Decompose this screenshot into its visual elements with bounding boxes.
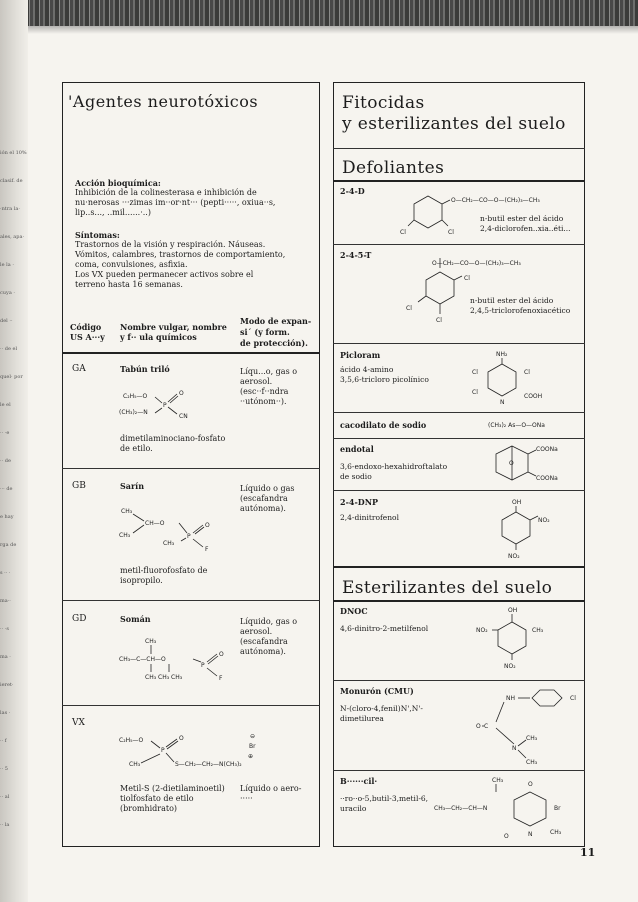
col-modo-0: Modo de expan- xyxy=(240,316,312,326)
table-header-rule xyxy=(62,352,320,354)
gd-chem-bottom: CH₃ CH₃ CH₃ xyxy=(145,674,183,681)
gd-code: GD xyxy=(72,614,87,624)
rule-dnoc-monuron xyxy=(333,680,585,681)
chem-picloram-cl1: Cl xyxy=(472,369,478,376)
item-monuron-desc-0: N-(cloro-4,fenil)N',N'- xyxy=(340,704,423,713)
ga-chem-o: O xyxy=(179,390,184,397)
sintomas-heading: Síntomas: xyxy=(75,230,120,240)
item-cacodilato-label: cacodilato de sodio xyxy=(340,420,427,430)
margin-fragment: ·· de el xyxy=(0,346,18,352)
chem-2-4-d-chain: O—CH₂—CO—O—(CH₂)₃—CH₃ xyxy=(451,197,540,204)
margin-fragment: ·ntra la· xyxy=(0,206,20,212)
item-monuron-label: Monurón (CMU) xyxy=(340,686,414,696)
chem-bromacil-n: N xyxy=(528,831,533,838)
structure-bromacil xyxy=(430,774,585,844)
rule-monuron-bromacil xyxy=(333,770,585,771)
vx-chem-1: C₂H₅—O xyxy=(119,737,144,744)
chem-bromacil-br: Br xyxy=(554,805,561,812)
chem-2-4-5-t-cl2: Cl xyxy=(406,305,412,312)
chem-picloram-cooh: COOH xyxy=(524,393,543,400)
gd-chem-o: O xyxy=(219,651,224,658)
vx-mode-0: Líquido o aero- xyxy=(240,784,302,793)
chem-endotal-coona2: COONa xyxy=(536,475,558,482)
margin-fragment: ales, apa· xyxy=(0,234,25,240)
col-modo-1: si´ (y form. xyxy=(240,327,290,337)
rule-esterilizantes-top xyxy=(333,566,585,568)
margin-fragment: cuya · xyxy=(0,290,16,296)
vx-code: VX xyxy=(72,718,85,728)
item-picloram-desc-0: ácido 4-amino xyxy=(340,365,394,374)
ring-dnoc xyxy=(498,622,526,654)
ga-mode-2: (esc··f··ndra xyxy=(240,387,289,396)
esterilizantes-heading: Esterilizantes del suelo xyxy=(342,578,553,598)
gb-mode-1: (escafandra xyxy=(240,494,288,503)
scan-top-shadow xyxy=(0,26,638,34)
accion-line-2: lip..s..., ..mil......·..) xyxy=(75,208,151,217)
chem-dnoc-ch3: CH₃ xyxy=(532,627,544,634)
left-title: 'Agentes neurotóxicos xyxy=(68,92,259,111)
gb-chem-ch3c: CH₃ xyxy=(163,540,175,547)
col-nombre-1: y f·· ula químicos xyxy=(120,332,197,342)
item-endotal-label: endotal xyxy=(340,444,374,454)
structure-dnoc xyxy=(476,604,576,676)
ga-desc-0: dimetilaminociano-fosfato xyxy=(120,434,226,443)
gb-chem-f: F xyxy=(205,546,209,553)
chem-picloram-cl2: Cl xyxy=(524,369,530,376)
chem-2-4-d-cl1: Cl xyxy=(400,229,406,236)
chem-2-4-dnp-no2a: NO₂ xyxy=(538,517,550,524)
gd-mode-3: autónoma). xyxy=(240,647,286,656)
chem-dnoc-oh: OH xyxy=(508,607,518,614)
chem-monuron-n: N xyxy=(512,745,517,752)
vx-chem-2: CH₃ xyxy=(129,761,141,768)
gd-chem-main: CH₃—C—CH—O xyxy=(119,656,166,663)
gb-mode-2: autónoma). xyxy=(240,504,286,513)
ga-mode-1: aerosol. xyxy=(240,377,273,386)
structure-2-4-dnp xyxy=(490,496,580,562)
sintomas-line-0: Trastornos de la visión y respiración. Náuseas. xyxy=(75,240,266,249)
chem-picloram-cl3: Cl xyxy=(472,389,478,396)
chem-monuron-c: C xyxy=(484,723,489,730)
vx-desc-0: Metil-S (2-dietilaminoetil) xyxy=(120,784,225,793)
rule-d-t xyxy=(333,244,585,245)
col-codigo-1: US A···y xyxy=(70,332,105,342)
chem-monuron-o: O xyxy=(476,723,481,730)
vx-structure xyxy=(115,728,315,772)
chem-monuron-ch3b: CH₃ xyxy=(526,759,538,766)
gb-mode-0: Líquido o gas xyxy=(240,484,295,493)
gb-structure xyxy=(115,505,225,555)
item-2-4-d-desc-1: 2,4-diclorofen..xia..éti... xyxy=(480,224,571,233)
chem-2-4-5-t-chain-visible: O—CH₂—CO—O—(CH₂)₃—CH₃ xyxy=(432,260,521,267)
sintomas-line-3: Los VX pueden permanecer activos sobre el xyxy=(75,270,254,279)
rule-cacodilato-endotal xyxy=(333,438,585,439)
gd-mode-0: Líquido, gas o xyxy=(240,617,298,626)
margin-fragment: e hay xyxy=(0,514,14,520)
gd-mode-1: aerosol. xyxy=(240,627,273,636)
gd-mode-2: (escafandra xyxy=(240,637,288,646)
structure-endotal xyxy=(490,440,580,488)
chem-picloram-nh2: NH₂ xyxy=(496,351,508,358)
margin-fragment: ·· 5 xyxy=(0,766,8,772)
scan-top-edge xyxy=(0,0,638,26)
chem-2-4-5-t-cl1: Cl xyxy=(464,275,470,282)
ring-2-4-d xyxy=(414,196,442,228)
gd-name: Somán xyxy=(120,614,151,624)
accion-heading: Acción bioquímica: xyxy=(75,178,161,188)
margin-fragment: s ·· · xyxy=(0,570,11,576)
gb-desc-0: metil-fluorofosfato de xyxy=(120,566,208,575)
margin-fragments xyxy=(0,0,28,902)
rule-ga-gb xyxy=(62,468,320,469)
rule-picloram-cacodilato xyxy=(333,412,585,413)
chem-2-4-5-t-cl3: Cl xyxy=(436,317,442,324)
chem-2-4-dnp-no2b: NO₂ xyxy=(508,553,520,560)
ga-desc-1: de etilo. xyxy=(120,444,153,453)
accion-line-0: Inhibición de la colinesterasa e inhibición de xyxy=(75,188,257,197)
margin-fragment: las · xyxy=(0,710,11,716)
chem-dnoc-no2b: NO₂ xyxy=(504,663,516,670)
ga-chem-2: (CH₃)₂—N xyxy=(119,409,148,416)
item-2-4-dnp-label: 2-4-DNP xyxy=(340,497,379,507)
item-dnoc-desc-0: 4,6-dinitro-2-metilfenol xyxy=(340,624,429,633)
gb-name: Sarín xyxy=(120,481,145,491)
item-2-4-5-t-desc-0: n-butil ester del ácido xyxy=(470,296,554,305)
margin-fragment: rga de xyxy=(0,542,17,548)
vx-chem-p: P xyxy=(161,747,165,754)
sintomas-line-2: coma, convulsiones, asfixia. xyxy=(75,260,188,269)
item-2-4-d-label: 2-4-D xyxy=(340,186,365,196)
gb-chem-p: P xyxy=(187,533,191,540)
structure-picloram xyxy=(472,348,582,410)
page-number: 11 xyxy=(580,846,596,859)
rule-t-picloram xyxy=(333,343,585,344)
gb-chem-o: O xyxy=(205,522,210,529)
vx-desc-2: (bromhidrato) xyxy=(120,804,178,813)
ga-code: GA xyxy=(72,364,86,374)
rule-esterilizantes xyxy=(333,600,585,602)
ga-chem-cn: CN xyxy=(179,413,188,420)
margin-fragment: ·· ·e xyxy=(0,430,10,436)
rule-title-defoliantes xyxy=(333,148,585,149)
vx-chem-o: O xyxy=(179,735,184,742)
chem-2-4-d-cl2: Cl xyxy=(448,229,454,236)
chem-picloram-n: N xyxy=(500,399,505,406)
gb-chem-ch: CH—O xyxy=(145,520,165,527)
chem-monuron-ch3a: CH₃ xyxy=(526,735,538,742)
rule-endotal-dnp xyxy=(333,490,585,491)
item-2-4-5-t-label: 2-4-5-T xyxy=(340,250,372,260)
item-2-4-dnp-desc-0: 2,4-dinitrofenol xyxy=(340,513,399,522)
col-nombre-0: Nombre vulgar, nombre xyxy=(120,322,227,332)
accion-line-1: nu·nerosas ···zimas im··or·nt··· (pepti·····, oxiua··s, xyxy=(75,198,276,207)
margin-fragment: ·· f xyxy=(0,738,7,744)
gb-desc-1: isopropilo. xyxy=(120,576,163,585)
rule-gb-gd xyxy=(62,600,320,601)
item-dnoc-label: DNOC xyxy=(340,606,368,616)
vx-chem-chain: S—CH₂—CH₂—N(CH₃)₂ xyxy=(175,761,242,768)
col-codigo-0: Código xyxy=(70,322,102,332)
margin-fragment: ··· de xyxy=(0,486,13,492)
margin-fragment: clasif. de xyxy=(0,178,23,184)
chem-bromacil-o2: O xyxy=(504,833,509,840)
margin-fragment: ·· ·s xyxy=(0,626,9,632)
item-2-4-5-t-desc-1: 2,4,5-triclorofenoxiacético xyxy=(470,306,571,315)
ga-name: Tabún triló xyxy=(120,364,170,374)
ring-2-4-dnp xyxy=(502,512,530,544)
chem-bromacil-o1: O xyxy=(528,781,533,788)
chem-2-4-dnp-oh: OH xyxy=(512,499,522,506)
gd-chem-f: F xyxy=(219,675,223,682)
chem-endotal-coona1: COONa xyxy=(536,446,558,453)
chem-cacodilato: (CH₃)₂ As—O—ONa xyxy=(488,422,545,429)
margin-fragment: quel· por xyxy=(0,374,23,380)
vx-chem-plus: ⊕ xyxy=(248,753,254,760)
item-bromacil-desc-1: uracilo xyxy=(340,804,367,813)
gb-chem-ch3b: CH₃ xyxy=(119,532,131,539)
right-title-2: y esterilizantes del suelo xyxy=(342,114,566,134)
gd-chem-ch3top: CH₃ xyxy=(145,638,157,645)
ring-picloram xyxy=(488,364,516,396)
margin-fragment: ma · xyxy=(0,654,11,660)
vx-mode-1: ····· xyxy=(240,794,253,803)
margin-fragment: ·· de xyxy=(0,458,11,464)
sintomas-line-4: terreno hasta 16 semanas. xyxy=(75,280,183,289)
chem-bromacil-chain: CH₃—CH₂—CH—N xyxy=(434,805,488,812)
right-title-1: Fitocidas xyxy=(342,93,425,113)
gb-chem-ch3a: CH₃ xyxy=(121,508,133,515)
ring-2-4-5-t xyxy=(426,272,454,304)
ga-mode-3: ··utónom··). xyxy=(240,397,287,406)
sintomas-line-1: Vómitos, calambres, trastornos de comportamiento, xyxy=(75,250,286,259)
margin-fragment: ma·· xyxy=(0,598,11,604)
margin-fragment: ·· al xyxy=(0,794,10,800)
chem-dnoc-no2a: NO₂ xyxy=(476,627,488,634)
margin-fragment: ieret· xyxy=(0,682,14,688)
item-picloram-label: Picloram xyxy=(340,350,381,360)
chem-monuron-cl: Cl xyxy=(570,695,576,702)
margin-fragment: ión el 10% xyxy=(0,150,27,156)
margin-fragment: ·· la xyxy=(0,822,10,828)
item-monuron-desc-1: dimetilurea xyxy=(340,714,384,723)
chem-endotal-o: O xyxy=(509,460,514,467)
item-2-4-d-desc-0: n-butil ester del ácido xyxy=(480,214,564,223)
item-bromacil-label: B······cil· xyxy=(340,776,378,786)
gd-structure xyxy=(115,634,235,684)
margin-fragment: le la · xyxy=(0,262,14,268)
ga-chem-p: P xyxy=(163,402,167,409)
margin-fragment: le el xyxy=(0,402,11,408)
vx-chem-minus: ⊖ xyxy=(250,733,256,740)
defoliantes-heading: Defoliantes xyxy=(342,158,445,178)
rule-defoliantes xyxy=(333,180,585,182)
item-endotal-desc-0: 3,6-endoxo-hexahidroftalato xyxy=(340,462,448,471)
gd-chem-p: P xyxy=(201,662,205,669)
ga-chem-1: C₂H₅—O xyxy=(123,393,148,400)
item-bromacil-desc-0: ··ro··o-5,butil-3,metil-6, xyxy=(340,794,429,803)
chem-bromacil-ch3top: CH₃ xyxy=(492,777,504,784)
vx-desc-1: tiolfosfato de etilo xyxy=(120,794,194,803)
rule-gd-vx xyxy=(62,705,320,706)
chem-bromacil-ch3b: CH₃ xyxy=(550,829,562,836)
vx-chem-br: Br xyxy=(249,743,256,750)
gb-code: GB xyxy=(72,481,86,491)
item-endotal-desc-1: de sodio xyxy=(340,472,372,481)
ga-structure xyxy=(115,388,215,424)
ring-bromacil xyxy=(514,792,546,826)
item-picloram-desc-1: 3,5,6-tricloro picolínico xyxy=(340,375,429,384)
chem-monuron-nh: NH xyxy=(506,695,515,702)
ga-mode-0: Líqu...o, gas o xyxy=(240,367,298,376)
margin-fragment: del ·· xyxy=(0,318,13,324)
structure-monuron xyxy=(470,688,585,768)
ring-monuron xyxy=(532,690,562,706)
col-modo-2: de protección). xyxy=(240,338,308,348)
